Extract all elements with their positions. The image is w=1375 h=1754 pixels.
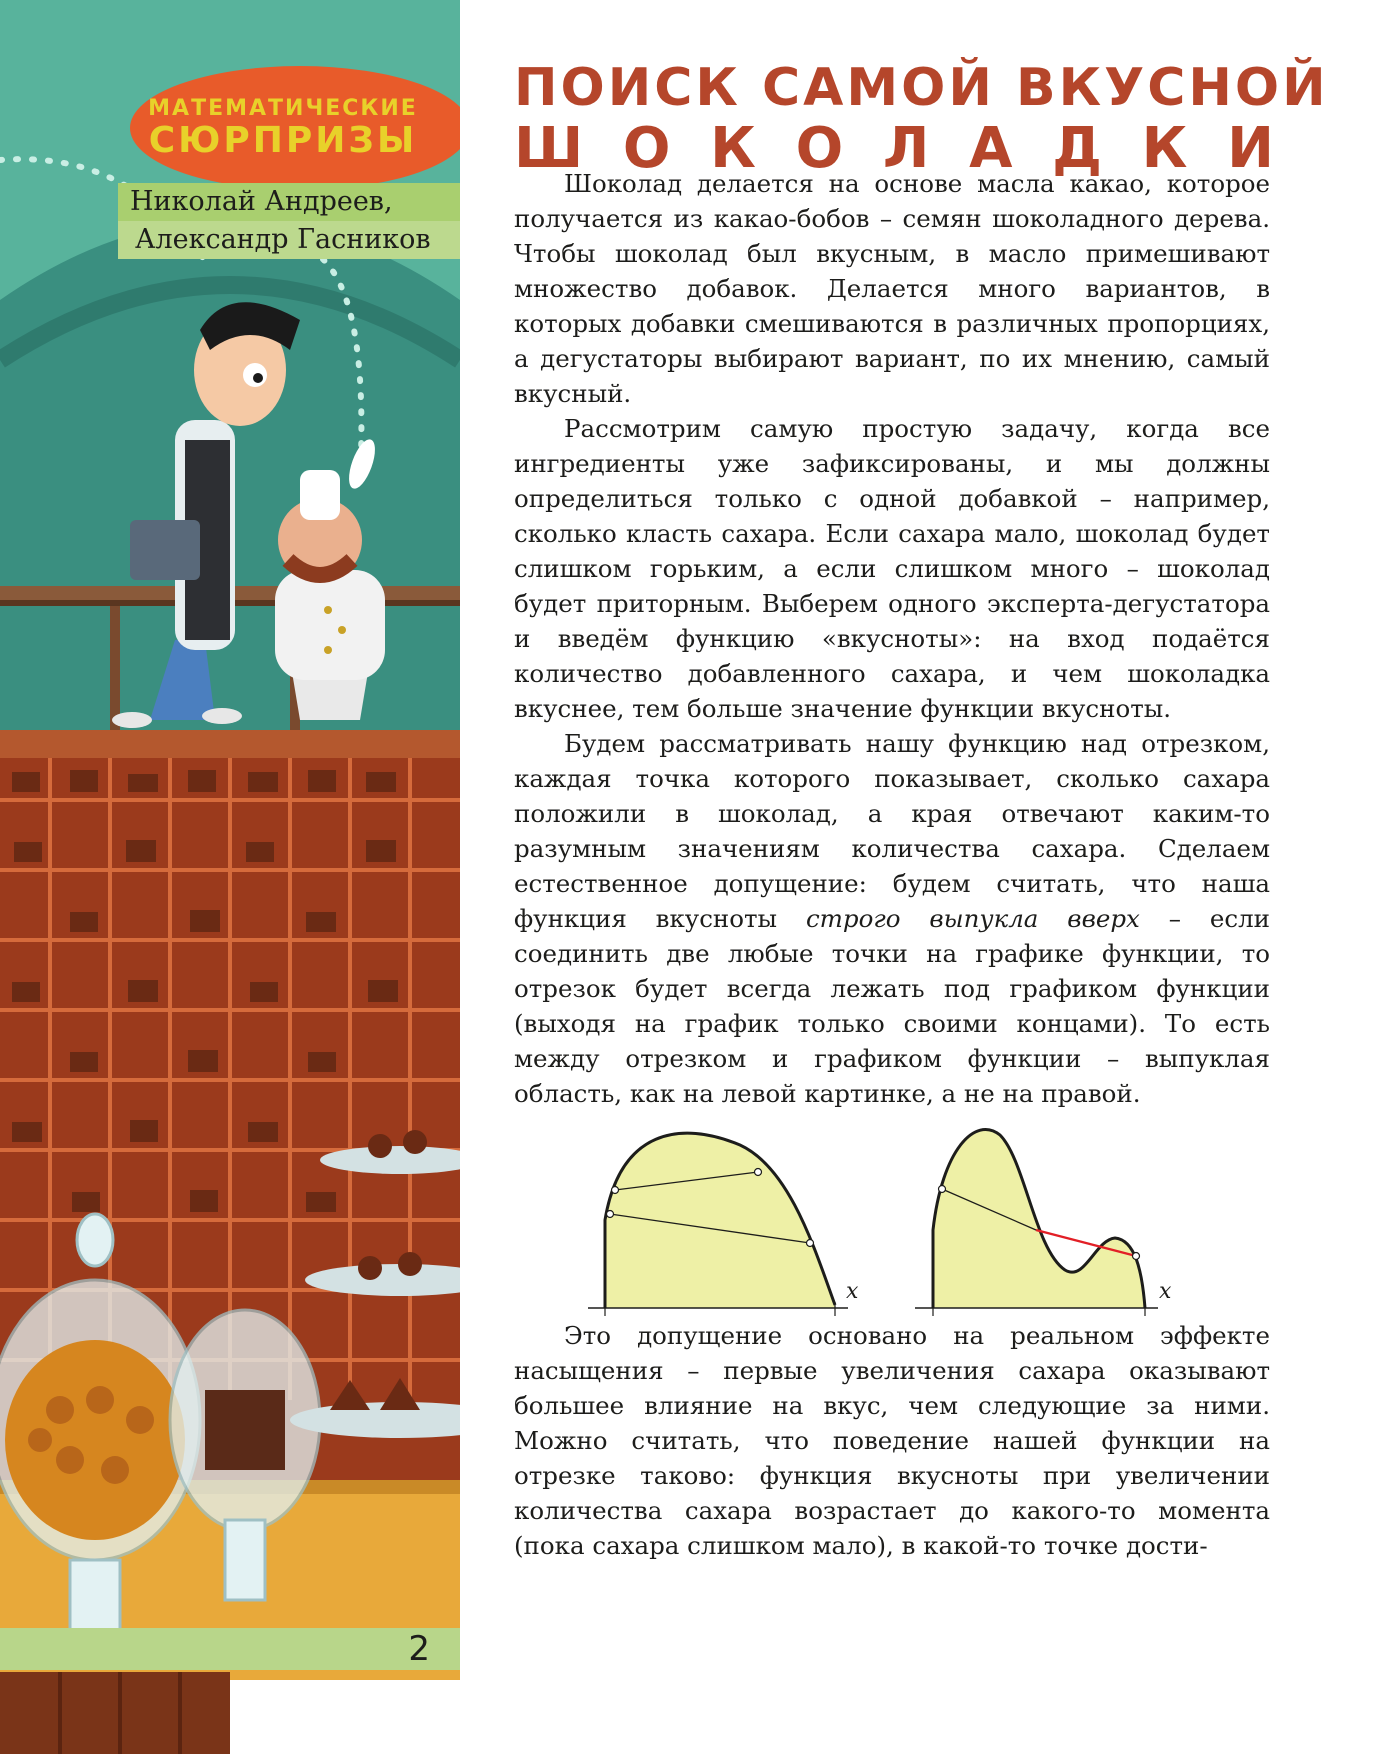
title-letter: И [1227, 116, 1274, 181]
paragraph-3 [514, 726, 1270, 1111]
right-x-axis-label: x [1159, 1279, 1172, 1304]
author-name-2: Александр Гасников [118, 221, 460, 259]
title-letter: Д [1052, 116, 1102, 181]
paragraph-4: Это допущение основано на реальном эффекте насыщения – первые увеличения сахара оказывают большее влияние на вкус, чем следующие за ними. Можно считать, что поведение нашей функции на отрезке таково: функция вкусноты при увеличении количества сахара возрастает до какого-то момента (пока сахара слишком мало), в какой-то точке дости- [514, 1321, 1270, 1560]
series-title [118, 96, 448, 160]
chord-point [1133, 1253, 1140, 1260]
paragraph-3-end: – если соединить две любые точки на графике функции, то отрезок будет всегда лежать под графиком функции (выходя на график только своими концами). То есть между отрезком и графиком функции – выпуклая область, как на левой картинке, а не на правой. [514, 904, 1270, 1108]
article-title-line-1: ПОИСК САМОЙ ВКУСНОЙ [514, 58, 1329, 118]
title-letter: Ш [514, 116, 584, 181]
left-graph-convex [588, 1133, 859, 1316]
left-x-axis-label: x [846, 1279, 859, 1304]
emphasis-strictly-convex: строго выпукла вверх [805, 904, 1140, 933]
title-letter: О [795, 116, 844, 181]
sidebar-illustration [0, 0, 460, 1754]
paragraph-3-start: Будем рассматривать нашу функцию над отрезком, каждая точка которого показывает, сколько сахара положили в шоколад, а края отвечают каким-то разумным значениям количества сахара. Сделаем естественное допущение: будем считать, что наша функция вкусноты [514, 729, 1270, 933]
left-graph-area [605, 1133, 835, 1308]
title-letter: К [1141, 116, 1188, 181]
title-letter: О [622, 116, 671, 181]
right-graph-area [933, 1129, 1145, 1308]
series-title-line-1: МАТЕМАТИЧЕСКИЕ [148, 96, 418, 121]
paragraph-1: Шоколад делается на основе масла какао, которое получается из какао-бобов – семян шоколадного дерева. Чтобы шоколад был вкусным, в масло примешивают множество добавок. Делается много вариантов, в которых добавки смешиваются в различных пропорциях, а дегустаторы выбирают вариант, по их мнению, самый вкусный. [514, 169, 1270, 408]
chord-point [807, 1240, 814, 1247]
page-number-band [0, 1628, 460, 1670]
page-number: 2 [408, 1629, 430, 1669]
convexity-figures [580, 1120, 1220, 1320]
article-body-bottom [514, 1318, 1270, 1563]
paragraph-2: Рассмотрим самую простую задачу, когда все ингредиенты уже зафиксированы, и мы должны определиться только с одной добавкой – например, сколько класть сахара. Если сахара мало, шоколад будет слишком горьким, а если слишком много – шоколад будет приторным. Выберем одного эксперта-дегустатора и введём функцию «вкусноты»: на вход подаётся количество добавленного сахара, и чем шоколадка вкуснее, тем больше значение функции вкусноты. [514, 414, 1270, 723]
title-letter: Л [882, 116, 930, 181]
article-title [514, 58, 1329, 181]
title-letter: К [710, 116, 756, 181]
title-letter: А [969, 116, 1013, 181]
article-body-top [514, 166, 1270, 1111]
author-name-1: Николай Андреев, [118, 183, 460, 221]
right-graph-nonconvex [915, 1129, 1172, 1316]
chord-point [612, 1187, 619, 1194]
chord-point [607, 1211, 614, 1218]
chord-point [755, 1169, 762, 1176]
sidebar [0, 0, 460, 1754]
chord-point [939, 1186, 946, 1193]
series-title-line-2: СЮРПРИЗЫ [148, 120, 418, 161]
